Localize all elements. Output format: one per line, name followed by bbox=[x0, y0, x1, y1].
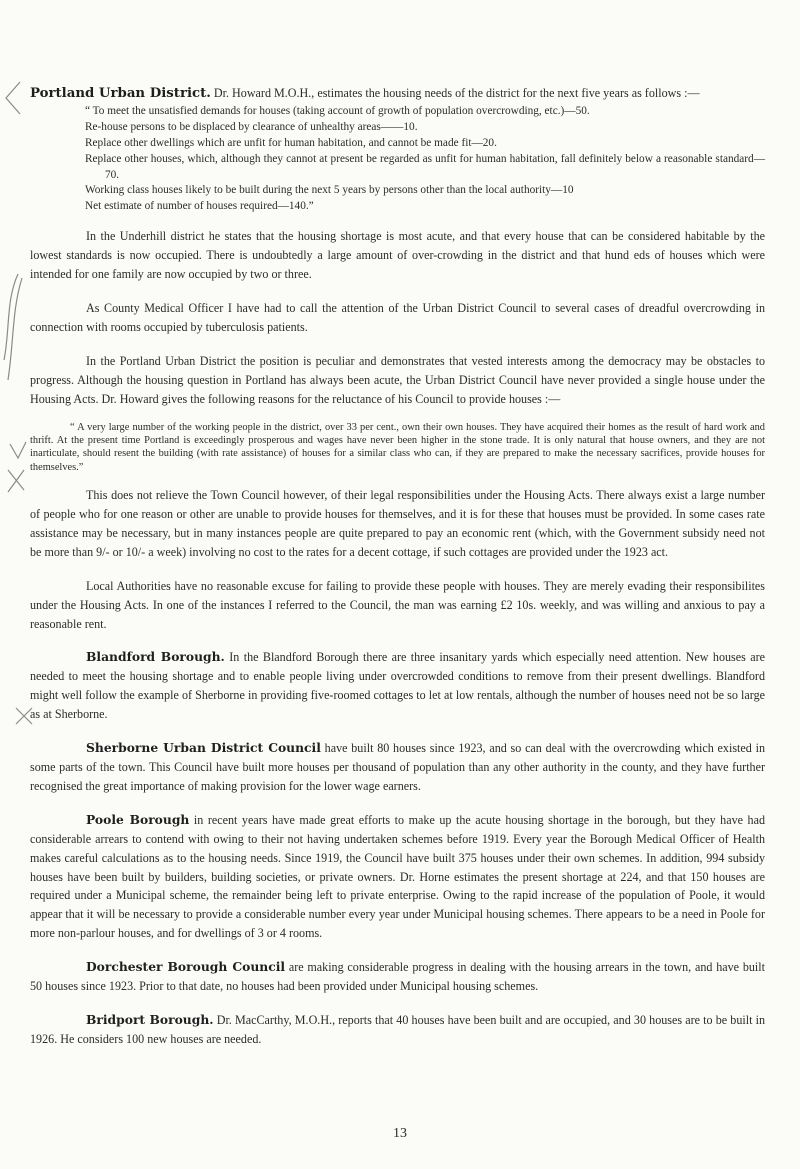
paragraph-text: are making considerable progress in dealing with the housing arrears in the town, and have built 50 houses since 1923. Prior to that date, no houses had been provided under Municipal housing schemes. bbox=[30, 960, 765, 994]
quote-line: Replace other dwellings which are unfit for human habitation, and cannot be made fit—20. bbox=[85, 136, 497, 149]
quote-line: Replace other houses, which, although they cannot at present be regarded as unfit for human habitation, fall definitely below a reasonable standard—70. bbox=[85, 152, 765, 181]
margin-tick-mark bbox=[4, 440, 30, 500]
paragraph-text: Dr. Howard M.O.H., estimates the housing needs of the district for the next five years as follows :— bbox=[210, 86, 700, 100]
paragraph-bridport bbox=[30, 1011, 765, 1049]
paragraph-cmo: As County Medical Officer I have had to call the attention of the Urban District Council to several cases of dreadful overcrowding in connection with rooms occupied by tuberculosis patients. bbox=[30, 300, 765, 334]
paragraph-blandford bbox=[30, 648, 765, 724]
document-page bbox=[30, 84, 765, 1049]
quote-line: Net estimate of number of houses required—140.” bbox=[85, 200, 314, 213]
paragraph-text: in recent years have made great efforts to make up the acute housing shortage in the borough, but they have had considerable arrears to contend with owing to their not having undertaken schemes before 1919. Every year the Borough Medical Officer of Health makes careful calculations as to the housing needs. Since 1919, the Council have built 375 houses under their own schemes. In addition, 994 subsidy houses have been built by builders, building societies, or private owners. Dr. Horne estimates the present shortage at 224, and that 150 houses are required under a Municipal scheme, the remainder being left to private enterprise. Owing to the rapid increase of the population of Poole, it would appear that it will be necessary to provide a considerable number every year under Municipal housing schemes. There appears to be a need in Poole for more non-parlour houses, and for dwellings of 3 or 4 rooms. bbox=[30, 812, 765, 941]
heading-dorchester: Dorchester Borough Council bbox=[86, 959, 286, 975]
paragraph-dorchester bbox=[30, 958, 765, 996]
quote-line: Re-house persons to be displaced by clearance of unhealthy areas——10. bbox=[85, 120, 418, 133]
paragraph-poole bbox=[30, 811, 765, 943]
heading-portland: Portland Urban District. bbox=[30, 86, 211, 101]
quote-line: Working class houses likely to be built during the next 5 years by persons other than the local authority—10 bbox=[85, 184, 574, 197]
housing-estimate-quote bbox=[30, 104, 765, 215]
heading-poole: Poole Borough bbox=[86, 811, 190, 827]
paragraph-local-authorities: Local Authorities have no reasonable excuse for failing to provide these people with houses. They are merely evading their responsibilites under the Housing Acts. In one of the instances I referred to the Council, the man was earning £2 10s. weekly, and was willing and anxious to pay a reasonable rent. bbox=[30, 578, 765, 631]
heading-blandford: Blandford Borough. bbox=[86, 649, 225, 665]
heading-sherborne: Sherborne Urban District Council bbox=[86, 740, 321, 756]
paragraph-portland-position: In the Portland Urban District the position is peculiar and demonstrates that vested interests among the democracy may be obstacles to progress. Although the housing question in Portland has always been acute, the Urban District Council have never provided a single house under the Housing Acts. Dr. Howard gives the following reasons for the reluctance of his Council to provide houses :— bbox=[30, 353, 765, 406]
paragraph-text: Dr. MacCarthy, M.O.H., reports that 40 houses have been built and are occupied, and 30 houses are to be built in 1926. He considers 100 new houses are needed. bbox=[30, 1012, 766, 1046]
paragraph-underhill: In the Underhill district he states that the housing shortage is most acute, and that every house that can be considered habitable by the lowest standards is now occupied. There is undoubtedly a large amount of over-crowding in the district and that hund eds of houses which were intended for one family are now occupied by two or three. bbox=[30, 229, 765, 282]
margin-check-mark bbox=[2, 80, 24, 116]
paragraph-text: have built 80 houses since 1923, and so can deal with the overcrowding which existed in some parts of the town. This Council have built more houses per thousand of population than any other authority in the county, and they have further recognised the great importance of making provision for the lower wage earners. bbox=[30, 741, 765, 793]
margin-bracket-mark bbox=[0, 270, 24, 410]
paragraph-portland bbox=[30, 84, 765, 104]
page-number: 13 bbox=[393, 1126, 407, 1141]
quote-line: “ To meet the unsatisfied demands for houses (taking account of growth of population overcrowding, etc.)—50. bbox=[85, 104, 590, 117]
paragraph-town-council: This does not relieve the Town Council however, of their legal responsibilities under the Housing Acts. There always exist a large number of people who for one reason or other are unable to provide houses for themselves, and it is for these that houses must be provided. In some cases rate assistance may be necessary, but in many instances people are quite prepared to pay an economic rent (which, with the Government subsidy need not be more than 9/- or 10/- a week) involving no cost to the rates for a decent cottage, if such cottages are provided under the 1923 act. bbox=[30, 488, 765, 559]
reasons-quote: “ A very large number of the working people in the district, over 33 per cent., own their own houses. They have acquired their homes as the result of hard work and thrift. At the present time Portland is exceedingly prosperous and wages have never been higher in the stone trade. It is only natural that house owners, and they are not inarticulate, should resent the building (with rate assistance) of houses for a similar class who can, if they are prepared to make the necessary sacrifices, provide houses for themselves.” bbox=[30, 421, 765, 473]
paragraph-text: In the Blandford Borough there are three insanitary yards which especially need attention. New houses are needed to meet the housing shortage and to enable people living under overcrowded conditions to remove from their present dwellings. Blandford might well follow the example of Sherborne in providing five-roomed cottages to let at low rentals, although the number of houses need not be so large as at Sherborne. bbox=[30, 650, 766, 722]
heading-bridport: Bridport Borough. bbox=[86, 1011, 214, 1027]
paragraph-sherborne bbox=[30, 739, 765, 796]
